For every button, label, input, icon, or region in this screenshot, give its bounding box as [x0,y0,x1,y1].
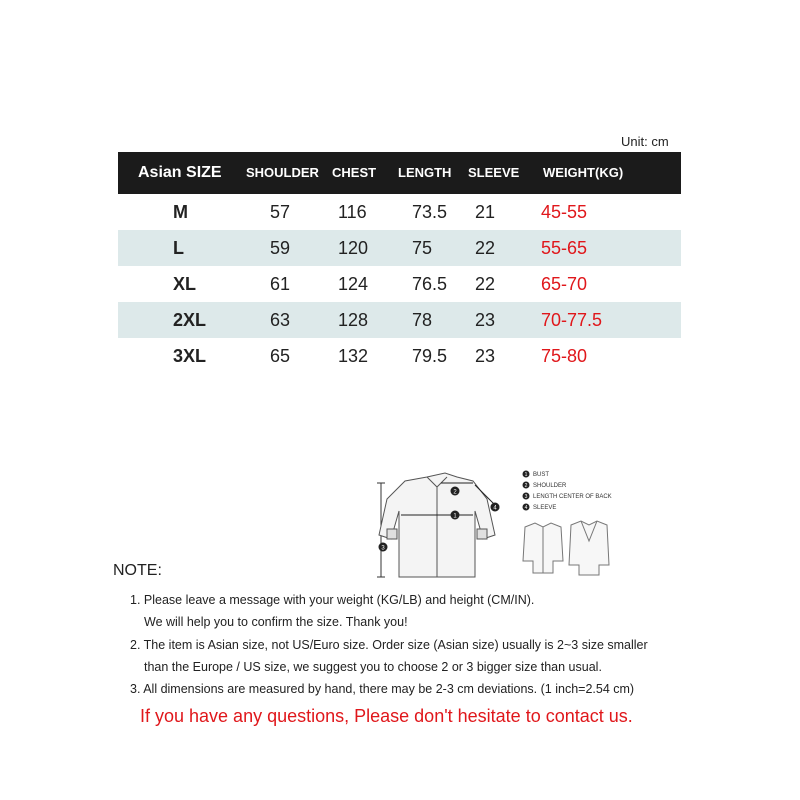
table-row [118,302,681,338]
sleeve-cell: 22 [475,238,496,258]
weight-cell: 45-55 [541,202,588,222]
length-cell: 73.5 [412,202,448,222]
chest-cell: 128 [338,310,369,330]
header-chest: CHEST [332,165,377,180]
diagram-legend [523,471,612,512]
marker-3: 3 [381,545,385,552]
header-shoulder: SHOULDER [246,165,319,180]
weight-cell: 70-77.5 [541,310,603,330]
shoulder-cell: 65 [270,346,291,366]
table-row [118,338,681,374]
marker-2: 2 [453,489,457,496]
svg-text:2: 2 [524,483,528,489]
weight-cell: 55-65 [541,238,588,258]
size-chart-table [118,152,681,374]
table-row [118,194,681,230]
svg-text:1: 1 [524,472,528,478]
size-cell: 2XL [173,310,207,330]
chest-cell: 132 [338,346,369,366]
shirt-outline-icon [379,473,495,577]
size-cell: M [173,202,188,222]
legend-length: LENGTH CENTER OF BACK [533,494,612,500]
legend-sleeve: SLEEVE [533,505,557,511]
shoulder-cell: 57 [270,202,291,222]
size-cell: L [173,238,184,258]
shoulder-cell: 63 [270,310,291,330]
legend-shoulder: SHOULDER [533,483,567,489]
marker-1: 1 [453,513,457,520]
chest-cell: 116 [338,202,367,222]
size-cell: 3XL [173,346,207,366]
note-line: 3. All dimensions are measured by hand, there may be 2-3 cm deviations. (1 inch=2.54 cm) [130,682,635,696]
table-header [118,152,681,194]
weight-cell: 65-70 [541,274,588,294]
chest-cell: 120 [338,238,369,258]
header-size: Asian SIZE [138,164,222,181]
legend-bust: BUST [533,472,550,478]
jacket-thumbnail-icon [523,523,563,573]
table-row [118,266,681,302]
note-line: than the Europe / US size, we suggest you to choose 2 or 3 bigger size than usual. [144,660,602,674]
sleeve-cell: 23 [475,346,496,366]
table-row [118,230,681,266]
length-cell: 79.5 [412,346,448,366]
header-sleeve: SLEEVE [468,165,520,180]
measurement-diagram [375,465,615,585]
note-line: We will help you to confirm the size. Thank you! [144,615,408,629]
unit-label: Unit: cm [621,134,669,149]
length-cell: 76.5 [412,274,448,294]
shirt-measurement-illustration [375,465,615,585]
note-title: NOTE: [113,562,162,579]
sleeve-cell: 22 [475,274,496,294]
marker-4: 4 [493,505,497,512]
blazer-thumbnail-icon [569,521,609,575]
header-weight: WEIGHT(KG) [543,165,624,180]
chest-cell: 124 [338,274,369,294]
sleeve-cell: 23 [475,310,496,330]
weight-cell: 75-80 [541,346,588,366]
note-line: 1. Please leave a message with your weight (KG/LB) and height (CM/IN). [130,593,535,607]
length-cell: 78 [412,310,433,330]
shoulder-cell: 59 [270,238,291,258]
shoulder-cell: 61 [270,274,291,294]
header-length: LENGTH [398,165,452,180]
note-line: 2. The item is Asian size, not US/Euro size. Order size (Asian size) usually is 2~3 size smaller [130,638,648,652]
length-cell: 75 [412,238,433,258]
sleeve-cell: 21 [475,202,496,222]
size-cell: XL [173,274,197,294]
svg-text:4: 4 [524,505,528,511]
svg-text:3: 3 [524,494,528,500]
contact-message: If you have any questions, Please don't hesitate to contact us. [140,706,633,726]
